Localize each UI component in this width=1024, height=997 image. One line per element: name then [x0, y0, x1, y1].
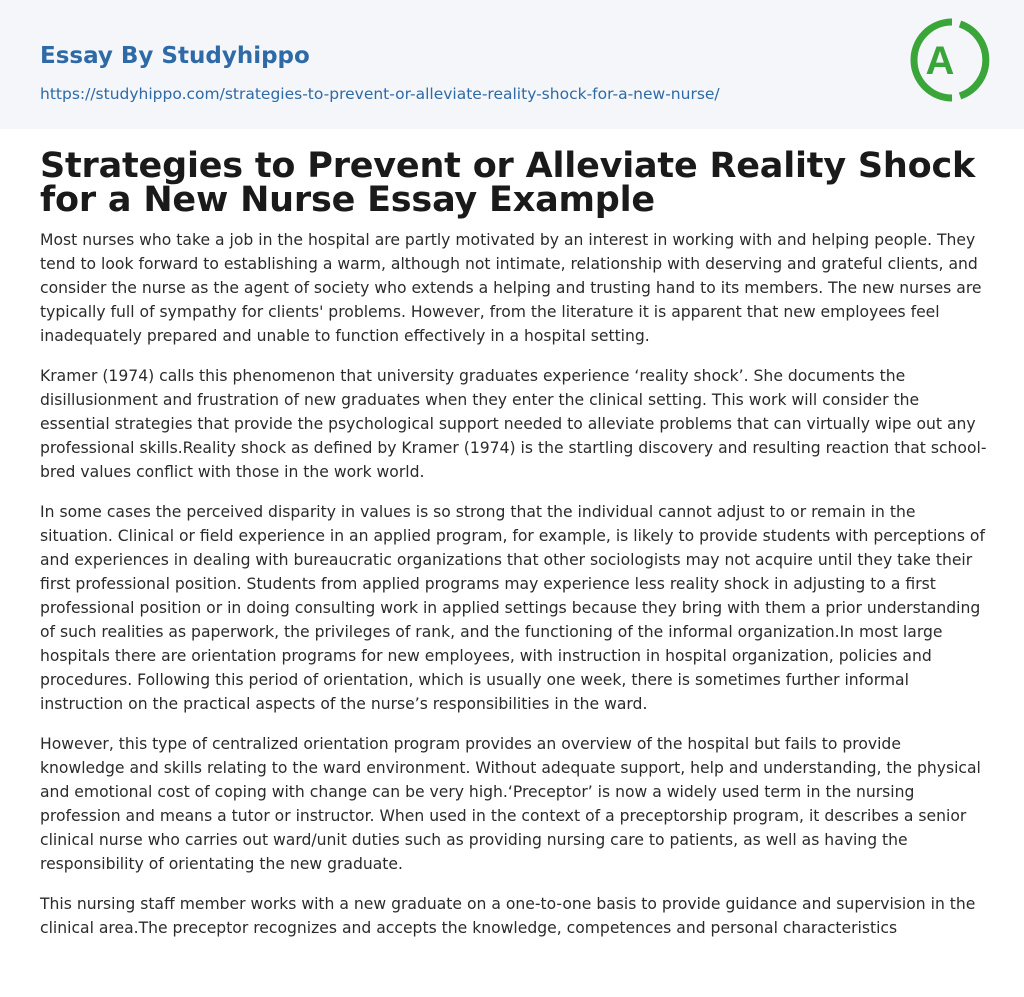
- paragraph: Most nurses who take a job in the hospital are partly motivated by an interest in working with and helping people. They tend to look forward to establishing a warm, although not intimate, relationship with deserving and grateful clients, and consider the nurse as the agent of society who extends a helping and trusting hand to its members. The new nurses are typically full of sympathy for clients' problems. However, from the literature it is apparent that new employees feel inadequately prepared and unable to function effectively in a hospital setting.: [40, 231, 982, 345]
- page-title: Strategies to Prevent or Alleviate Reality Shock for a New Nurse Essay Example: [40, 146, 976, 220]
- logo-letter: A: [925, 39, 955, 83]
- article-body: [40, 228, 988, 956]
- paragraph: In some cases the perceived disparity in values is so strong that the individual cannot adjust to or remain in the situation. Clinical or field experience in an applied program, for example, is likely to provide students with perceptions of and experiences in dealing with bureaucratic organizations that other sociologists may not acquire until they take their first professional position. Students from applied programs may experience less reality shock in adjusting to a first professional position or in doing consulting work in applied settings because they bring with them a prior understanding of such realities as paperwork, the privileges of rank, and the functioning of the informal organization.In most large hospitals there are orientation programs for new employees, with instruction in hospital organization, policies and procedures. Following this period of orientation, which is usually one week, there is sometimes further informal instruction on the practical aspects of the nurse’s responsibilities in the ward.: [40, 503, 985, 713]
- source-url-link[interactable]: https://studyhippo.com/strategies-to-prevent-or-alleviate-reality-shock-for-a-new-nurse/: [40, 85, 720, 103]
- paragraph: Kramer (1974) calls this phenomenon that university graduates experience ‘reality shock’. She documents the disillusionment and frustration of new graduates when they enter the clinical setting. This work will consider the essential strategies that provide the psychological support needed to alleviate problems that can virtually wipe out any professional skills.Reality shock as defined by Kramer (1974) is the startling discovery and resulting reaction that school-bred values conflict with those in the work world.: [40, 367, 987, 481]
- site-brand[interactable]: Essay By Studyhippo: [40, 43, 310, 69]
- paragraph: However, this type of centralized orientation program provides an overview of the hospital but fails to provide knowledge and skills relating to the ward environment. Without adequate support, help and understanding, the physical and emotional cost of coping with change can be very high.‘Preceptor’ is now a widely used term in the nursing profession and means a tutor or instructor. When used in the context of a preceptorship program, it describes a senior clinical nurse who carries out ward/unit duties such as providing nursing care to patients, as well as having the responsibility of orientating the new graduate.: [40, 735, 981, 873]
- paragraph: This nursing staff member works with a new graduate on a one-to-one basis to provide guidance and supervision in the clinical area.The preceptor recognizes and accepts the knowledge, competences and personal characteristics: [40, 895, 976, 937]
